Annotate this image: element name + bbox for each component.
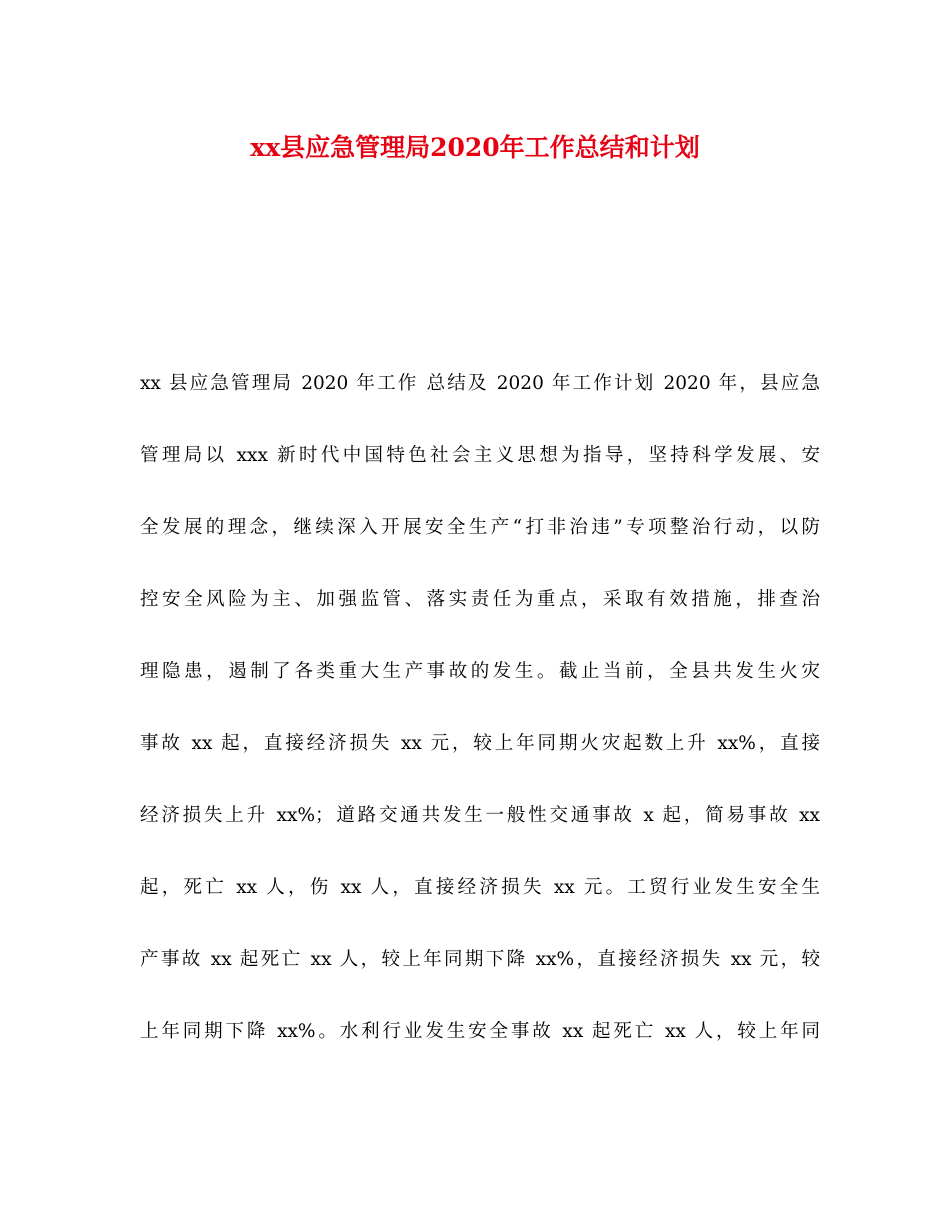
body-line: 上年同期下降 xx%。水利行业发生安全事故 xx 起死亡 xx 人，较上年同 (140, 1021, 820, 1042)
body-line: 全发展的理念，继续深入开展安全生产“打非治违”专项整治行动，以防 (140, 517, 820, 538)
body-line: 事故 xx 起，直接经济损失 xx 元，较上年同期火灾起数上升 xx%，直接 (140, 733, 820, 754)
document-body (140, 360, 820, 1080)
body-line: 产事故 xx 起死亡 xx 人，较上年同期下降 xx%，直接经济损失 xx 元，较 (140, 949, 820, 970)
body-line: 理隐患，遏制了各类重大生产事故的发生。截止当前，全县共发生火灾 (140, 661, 820, 682)
body-line: 控安全风险为主、加强监管、落实责任为重点，采取有效措施，排查治 (140, 589, 820, 610)
document-title: xx县应急管理局2020年工作总结和计划 (250, 133, 700, 162)
body-line: 起，死亡 xx 人，伤 xx 人，直接经济损失 xx 元。工贸行业发生安全生 (140, 877, 820, 898)
body-line: 经济损失上升 xx%；道路交通共发生一般性交通事故 x 起，简易事故 xx (140, 805, 820, 826)
body-line: xx 县应急管理局 2020 年工作 总结及 2020 年工作计划 2020 年，县应急 (140, 373, 820, 394)
body-line: 管理局以 xxx 新时代中国特色社会主义思想为指导，坚持科学发展、安 (140, 445, 820, 466)
